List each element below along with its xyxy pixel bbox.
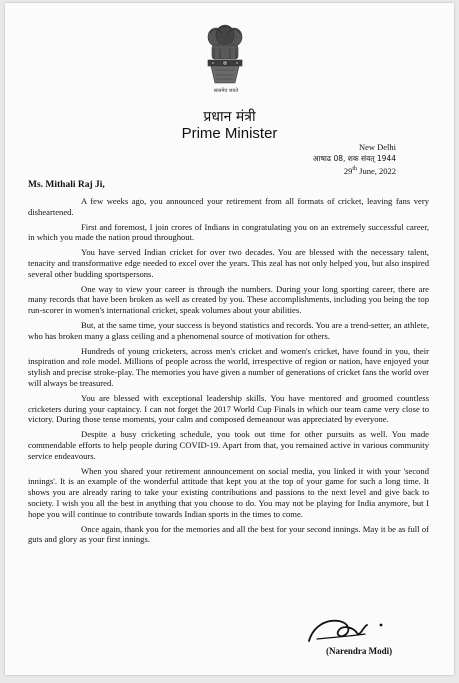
paragraph: Despite a busy cricketing schedule, you took out time for other pursuits as well. You made commendable efforts to help people during COVID-19. Apart from that, you remained active in various community service endeavours. xyxy=(28,429,429,461)
title-hindi: प्रधान मंत्री xyxy=(203,109,256,125)
paragraph: First and foremost, I join crores of Indians in congratulating you on an extremely successful career, in which you made the nation proud throughout. xyxy=(28,221,429,243)
signer-name: (Narendra Modi) xyxy=(326,646,393,656)
hindi-date: आषाढ 08, शक संवत् 1944 xyxy=(312,154,396,163)
place-date xyxy=(313,142,396,177)
state-emblem-icon xyxy=(202,23,248,89)
paragraph: Once again, thank you for the memories and all the best for your second innings. May it be as full of guts and glory as your first innings. xyxy=(28,523,429,545)
date-day-suffix: th xyxy=(352,166,358,172)
english-date xyxy=(313,164,396,177)
date-month-year: June, 2022 xyxy=(357,165,396,176)
salutation: Ms. Mithali Raj Ji, xyxy=(28,180,105,190)
paragraph: One way to view your career is through the numbers. During your long sporting career, there are many records that have been broken as well as created by you. These accomplishments, including you being the top run-scorer in women's international cricket, speak volumes about your abilities. xyxy=(28,283,429,316)
paragraph: Hundreds of young cricketers, across men's cricket and women's cricket, have found in you, their inspiration and role model. Millions of people across the world, irrespective of region or nation, have enjoyed your stylish and precise stroke-play. The memories you have given a number of generations of cricket fans the world over will always be treasured. xyxy=(28,345,429,388)
letter-page xyxy=(5,3,454,675)
paragraph: You have served Indian cricket for over two decades. You are blessed with the necessary talent, tenacity and transformative edge needed to excel over the years. This zeal has not only helped you, but also inspired several other budding sportspersons. xyxy=(28,247,429,279)
letter-body xyxy=(28,196,429,549)
date-day: 29 xyxy=(343,165,353,176)
paragraph: A few weeks ago, you announced your retirement from all formats of cricket, leaving fans very disheartened. xyxy=(28,196,429,217)
paragraph: When you shared your retirement announcement on social media, you linked it with your 'second innings'. It is an example of the wonderful attitude that kept you at the top of your game for such a long time. It shows you are already raring to take your existing contributions and passions to the next level and give back to society. I wish you all the best in anything that you choose to do. You may not be playing for India anymore, but I hope you will continue to contribute towards Indian sports in the times to come. xyxy=(28,465,429,519)
paragraph: You are blessed with exceptional leadership skills. You have mentored and groomed countless cricketers during your captaincy. I can not forget the 2017 World Cup Finals in which our team came very close to victory. During those tense moments, your calm and composed demeanour was appreciated by everyone. xyxy=(28,392,429,425)
place: New Delhi xyxy=(358,142,396,152)
signature-icon xyxy=(305,613,405,645)
paragraph: But, at the same time, your success is beyond statistics and records. You are a trend-setter, an athlete, who has broken many a glass ceiling and a phenomenal source of motivation for others. xyxy=(28,319,429,341)
emblem-motto: सत्यमेव जयते xyxy=(213,88,239,94)
title-english: Prime Minister xyxy=(181,125,278,142)
